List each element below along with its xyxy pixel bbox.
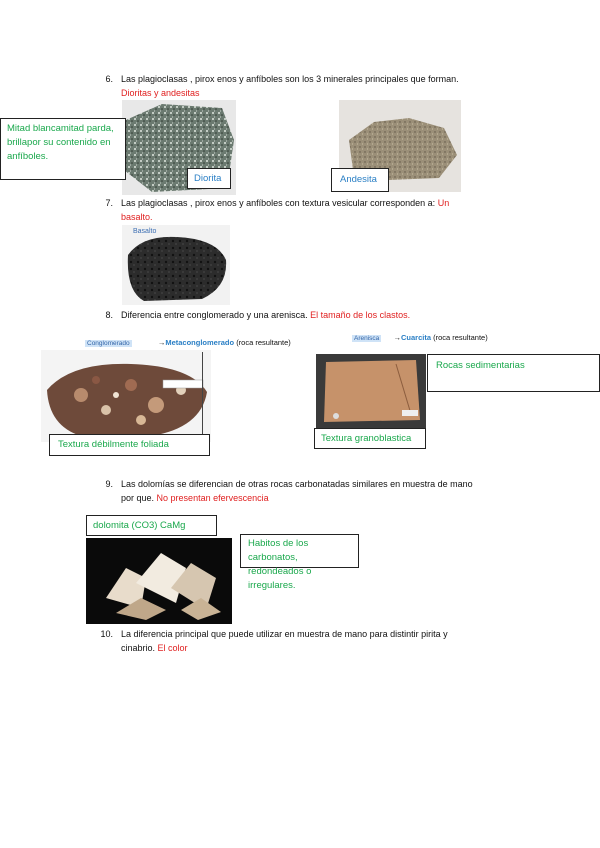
- question-text: La diferencia principal que puede utilizar en muestra de mano para distintir pirita y: [121, 629, 448, 639]
- arrow-icon: →: [393, 333, 401, 342]
- habitos-box: [240, 534, 359, 591]
- basalto-caption: Basalto: [133, 228, 157, 235]
- question-text: Las plagioclasas , pirox enos y anfíboles con textura vesicular corresponden a:: [121, 198, 436, 208]
- metaconglomerado-caption: [85, 338, 291, 347]
- divider-line: [202, 352, 203, 440]
- question-number: 6.: [105, 74, 113, 84]
- cuarcita-photo: [316, 354, 426, 428]
- rocas-sedimentarias-box: [427, 354, 600, 392]
- dolomita-photo: [86, 538, 232, 624]
- label-text: Andesita: [340, 174, 377, 185]
- answer-text: El color: [157, 643, 188, 653]
- question-text-cont: cinabrio.: [121, 643, 156, 653]
- diorita-note-box: [0, 118, 126, 180]
- answer-text: No presentan efervescencia: [156, 493, 269, 503]
- answer-continuation: basalto.: [121, 212, 153, 222]
- question-number: 10.: [100, 629, 113, 639]
- metaconglomerado-photo: [41, 350, 211, 442]
- question-text-cont: por que.: [121, 493, 155, 503]
- diorita-label: [187, 168, 231, 189]
- textura-granoblastica-box: [314, 428, 426, 449]
- metaconglomerado-label: Metaconglomerado: [165, 338, 235, 347]
- question-line: [121, 197, 566, 210]
- habit-text: Habitos de los carbonatos, redondeados o irregulares.: [248, 538, 312, 591]
- question-line: [121, 309, 566, 322]
- textura-foliada-box: [49, 434, 210, 456]
- note-text: Mitad blancamitad parda, brillapor su contenido en anfíboles.: [7, 123, 114, 162]
- answer-text: Un: [437, 198, 450, 208]
- answer-text: Dioritas y andesitas: [121, 88, 200, 98]
- andesita-label: [331, 168, 389, 192]
- question-text: Las dolomías se diferencian de otras rocas carbonatadas similares en muestra de mano: [121, 479, 473, 489]
- paren-note: (roca resultante): [236, 338, 291, 347]
- dolomita-formula-box: [86, 515, 217, 536]
- texture-text: Textura débilmente foliada: [58, 439, 169, 450]
- basalto-photo: [122, 225, 230, 305]
- arenisca-tag: Arenisca: [354, 335, 380, 342]
- texture-text: Textura granoblastica: [321, 433, 412, 444]
- arrow-icon: →: [157, 338, 166, 347]
- answer-text: El tamaño de los clastos.: [310, 310, 411, 320]
- label-text: Diorita: [194, 173, 222, 184]
- type-text: Rocas sedimentarias: [436, 360, 525, 371]
- question-text: Diferencia entre conglomerado y una arenisca.: [121, 310, 308, 320]
- question-number: 7.: [105, 198, 113, 208]
- question-number: 9.: [105, 479, 113, 489]
- question-line: [121, 642, 188, 655]
- question-text: Las plagioclasas , pirox enos y anfíboles son los 3 minerales principales que forman.: [121, 74, 459, 84]
- formula-text: dolomita (CO3) CaMg: [93, 520, 186, 531]
- conglomerado-tag: Conglomerado: [87, 340, 130, 347]
- cuarcita-caption: [352, 333, 488, 342]
- question-number: 8.: [105, 310, 113, 320]
- question-line: [121, 492, 269, 505]
- paren-note: (roca resultante): [433, 333, 488, 342]
- cuarcita-label: Cuarcita: [400, 333, 431, 342]
